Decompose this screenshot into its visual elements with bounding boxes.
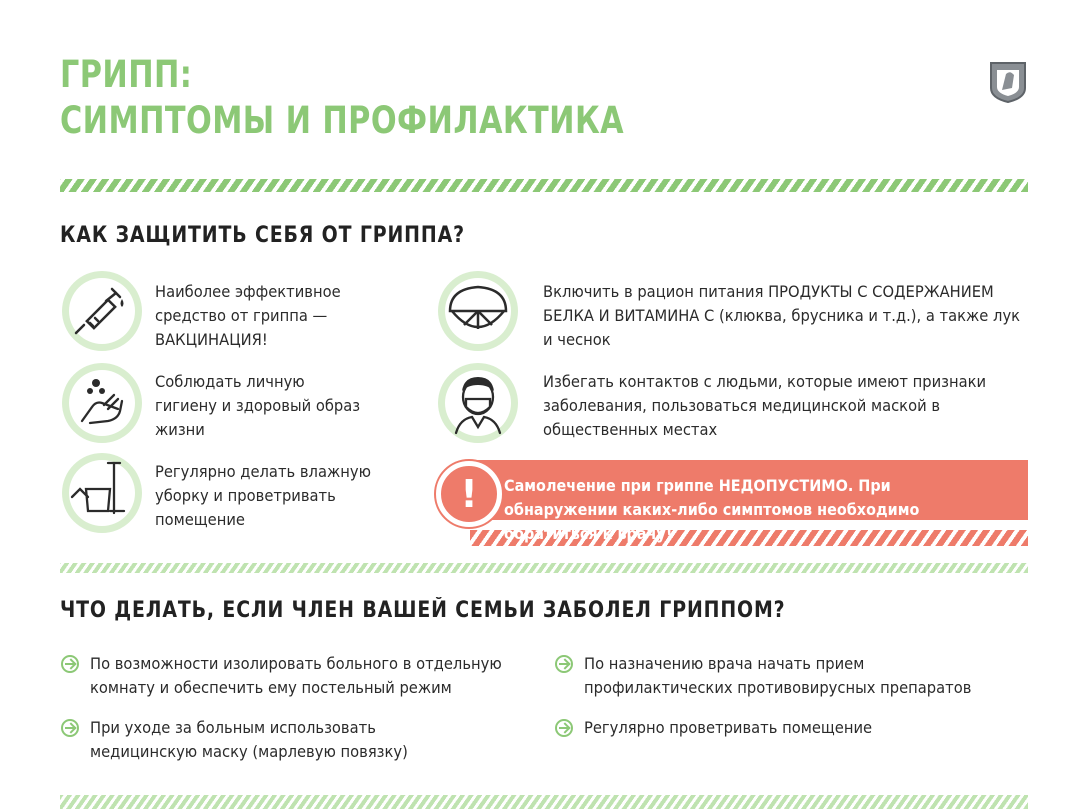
hand-washing-icon [62,363,142,443]
tip-contacts: Избегать контактов с людьми, которые имеют признаки заболевания, пользоваться медицинской маской в общественных местах [543,372,987,439]
tip-icon-frame [62,271,142,351]
exclamation-icon: ! [460,472,478,516]
arrow-right-icon [555,719,573,737]
section-heading-family: ЧТО ДЕЛАТЬ, ЕСЛИ ЧЛЕН ВАШЕЙ СЕМЬИ ЗАБОЛЕЛ ГРИППОМ? [60,598,786,623]
tip-hygiene: Соблюдать личную гигиену и здоровый образ жизни [155,372,361,439]
medical-mask-icon [438,363,518,443]
tip-cleaning: Регулярно делать влажную уборку и проветривать помещение [155,462,371,529]
syringe-icon [62,271,142,351]
divider-stripe [60,795,1028,809]
warning-badge [436,461,502,527]
warning-text: Самолечение при гриппе НЕДОПУСТИМО. При обнаружении каких-либо симптомов необходимо обратиться к врачу! [504,476,920,543]
citrus-icon [438,271,518,351]
title-line-1: ГРИПП: [60,53,193,96]
tip-icon-frame [438,363,518,443]
arrow-right-icon [61,719,79,737]
tip-vaccination: Наиболее эффективное средство от гриппа — ВАКЦИНАЦИЯ! [155,282,341,349]
list-item: По назначению врача начать прием профилактических противовирусных препаратов [584,654,972,697]
cleaning-bucket-icon [62,453,142,533]
arrow-right-icon [61,655,79,673]
tip-nutrition: Включить в рацион питания ПРОДУКТЫ С СОДЕРЖАНИЕМ БЕЛКА И ВИТАМИНА С (клюква, брусника и т.д.), а также лук и чеснок [543,282,1021,349]
list-item: Регулярно проветривать помещение [584,718,873,737]
tip-icon-frame [62,363,142,443]
list-item: По возможности изолировать больного в отдельную комнату и обеспечить ему постельный режим [90,654,502,697]
section-heading-protect: КАК ЗАЩИТИТЬ СЕБЯ ОТ ГРИППА? [60,223,465,248]
tip-icon-frame [438,271,518,351]
list-item: При уходе за больным использовать медицинскую маску (марлевую повязку) [90,718,408,761]
title-line-2: СИМПТОМЫ И ПРОФИЛАКТИКА [60,99,625,142]
coat-of-arms-icon [988,60,1028,104]
divider-stripe [60,179,1028,192]
arrow-right-icon [555,655,573,673]
page-title [60,52,624,144]
divider-stripe [60,563,1028,573]
tip-icon-frame [62,453,142,533]
